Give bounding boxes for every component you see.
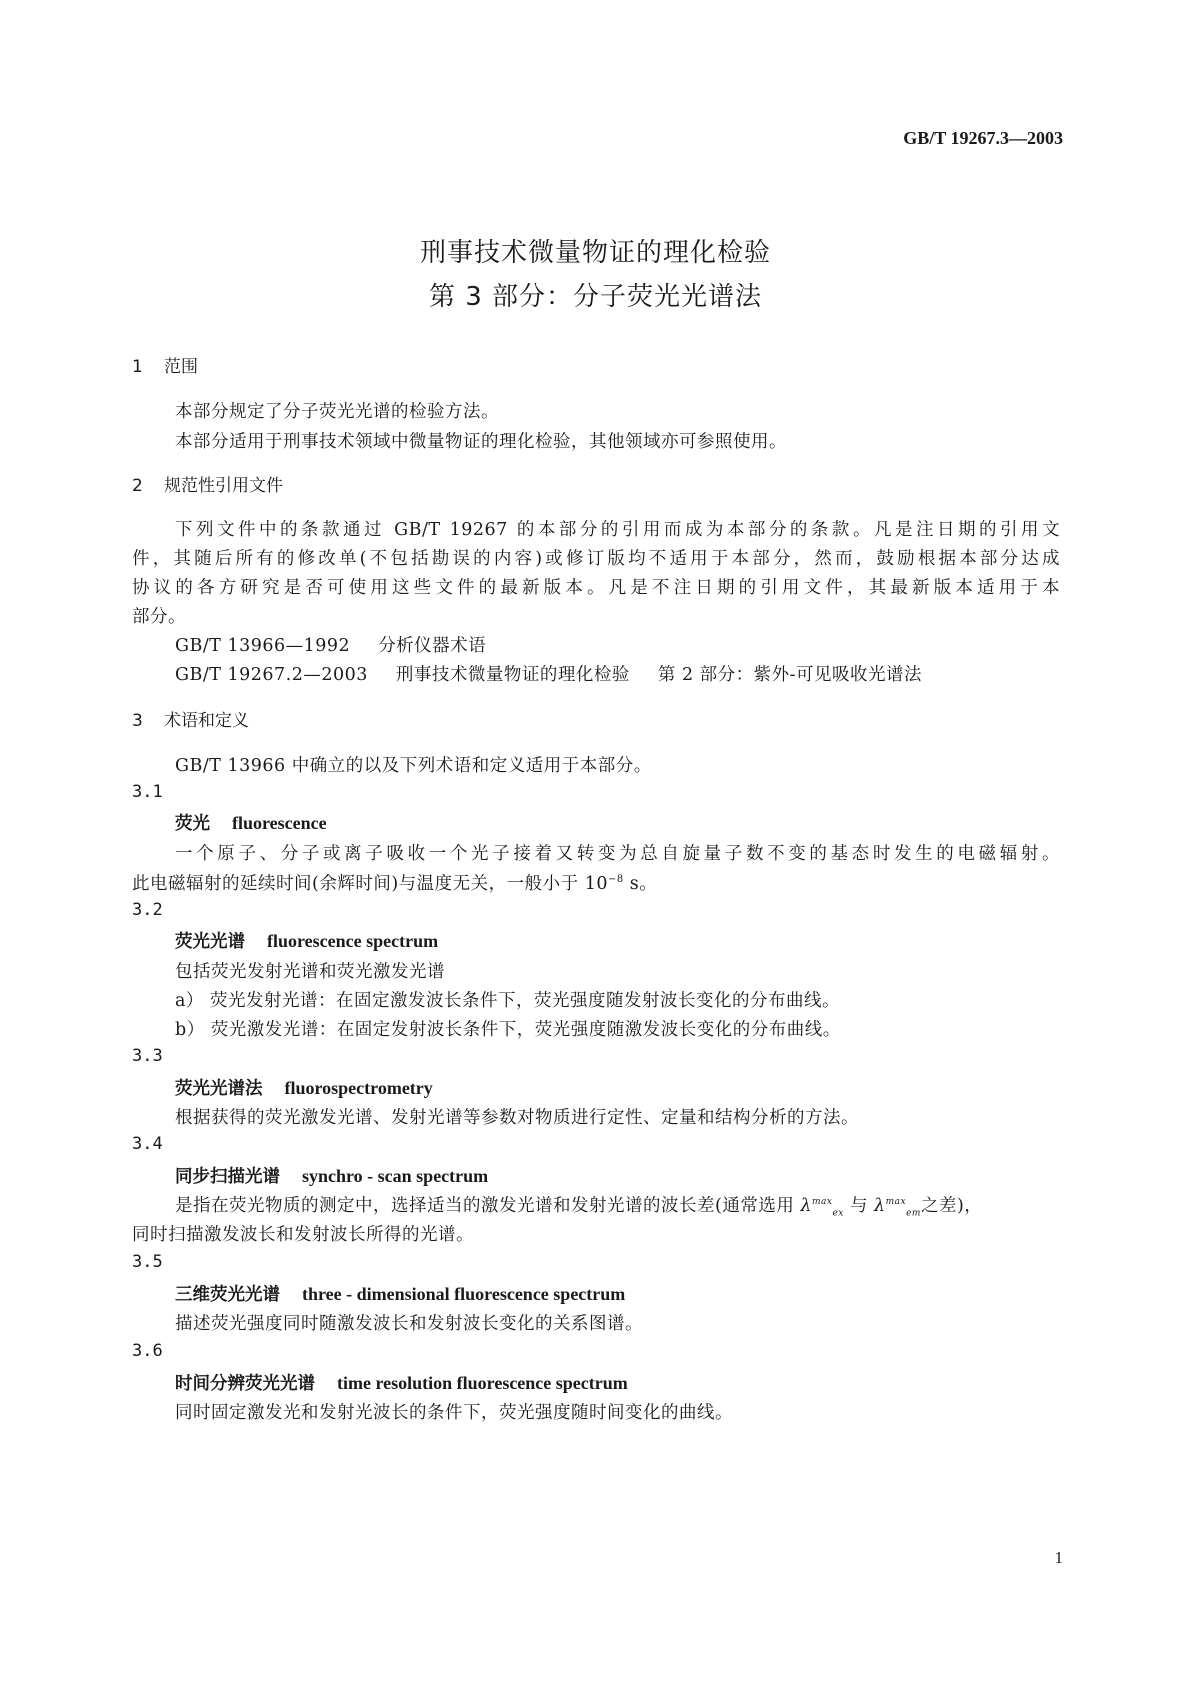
clause-number: 3.2 [132,900,163,920]
term-en: three - dimensional fluorescence spectrum [302,1284,626,1304]
document-subtitle: 第 3 部分：分子荧光光谱法 [428,282,763,312]
term-heading [175,1075,433,1100]
section-2-heading [132,471,283,496]
term-zh: 荧光光谱法 [175,1079,263,1099]
paragraph-line: 部分。 [132,607,186,627]
term-en: fluorescence [232,813,327,833]
lambda-em-max: $\lambda^{max}_{em}$ [874,1196,921,1219]
term-zh: 同步扫描光谱 [175,1167,280,1187]
clause-number: 3.4 [132,1134,163,1154]
section-number: 1 [132,357,143,377]
clause-number: 3.6 [132,1341,163,1361]
document-title: 刑事技术微量物证的理化检验 [419,238,771,268]
reference-code: GB/T 19267.2—2003 [175,665,368,685]
definition-line: 描述荧光强度同时随激发波长和发射波长变化的关系图谱。 [175,1314,643,1334]
paragraph: 本部分适用于刑事技术领域中微量物证的理化检验，其他领域亦可参照使用。 [175,432,787,452]
definition-line: 此电磁辐射的延续时间(余辉时间)与温度无关，一般小于 $10^{-8}$ s。 [132,874,658,894]
definition-line: 一个原子、分子或离子吸收一个光子接着又转变为总自旋量子数不变的基态时发生的电磁辐射。 [175,844,1060,864]
term-heading [175,1163,488,1188]
term-heading [175,928,438,953]
normative-reference-1 [175,632,486,657]
list-item: a） 荧光发射光谱：在固定激发波长条件下，荧光强度随发射波长变化的分布曲线。 [175,991,840,1011]
clause-number: 3.3 [132,1046,163,1066]
page-number: 1 [1054,1548,1063,1567]
section-title: 范围 [164,357,198,377]
standard-code: GB/T 19267.3—2003 [903,128,1063,148]
paragraph-line: 协议的各方研究是否可使用这些文件的最新版本。凡是不注日期的引用文件，其最新版本适用于本 [132,578,1060,598]
normative-reference-2 [175,661,922,686]
definition-line: 是指在荧光物质的测定中，选择适当的激发光谱和发射光谱的波长差(通常选用 $\lambda^{max}_{ex}$ 与 $\lambda^{max}_{em}$之差)， [175,1196,983,1219]
term-heading [175,1281,625,1306]
reference-title: 分析仪器术语 [378,636,487,656]
term-en: fluorospectrometry [284,1078,433,1098]
term-heading [175,1370,628,1395]
section-number: 3 [132,711,143,731]
list-item: b） 荧光激发光谱：在固定发射波长条件下，荧光强度随激发波长变化的分布曲线。 [175,1020,841,1040]
clause-number: 3.5 [132,1252,163,1272]
paragraph: GB/T 13966 中确立的以及下列术语和定义适用于本部分。 [175,756,652,776]
exponent: −8 [607,874,624,886]
definition-line: 根据获得的荧光激发光谱、发射光谱等参数对物质进行定性、定量和结构分析的方法。 [175,1108,859,1128]
definition-line: 包括荧光发射光谱和荧光激发光谱 [175,962,445,982]
reference-code: GB/T 13966—1992 [175,636,351,656]
paragraph-line: 件，其随后所有的修改单(不包括勘误的内容)或修订版均不适用于本部分，然而，鼓励根据本部分达成 [132,549,1060,569]
section-1-heading [132,352,198,377]
section-title: 规范性引用文件 [164,476,283,496]
term-zh: 荧光 [175,814,210,834]
section-title: 术语和定义 [164,711,249,731]
term-en: time resolution fluorescence spectrum [337,1373,628,1393]
section-3-heading [132,706,249,731]
term-zh: 时间分辨荧光光谱 [175,1374,315,1394]
paragraph-line: 下列文件中的条款通过 GB/T 19267 的本部分的引用而成为本部分的条款。凡是注日期的引用文 [175,520,1060,540]
reference-part: 第 2 部分：紫外-可见吸收光谱法 [657,665,923,685]
lambda-ex-max: $\lambda^{max}_{ex}$ [800,1196,844,1219]
term-heading [175,810,327,835]
definition-line: 同时固定激发光和发射光波长的条件下，荧光强度随时间变化的曲线。 [175,1403,733,1423]
reference-title: 刑事技术微量物证的理化检验 [395,665,630,685]
clause-number: 3.1 [132,782,163,802]
term-en: synchro - scan spectrum [302,1166,489,1186]
term-zh: 三维荧光光谱 [175,1285,280,1305]
paragraph: 本部分规定了分子荧光光谱的检验方法。 [175,402,499,422]
section-number: 2 [132,476,143,496]
term-en: fluorescence spectrum [267,931,439,951]
definition-line: 同时扫描激发波长和发射波长所得的光谱。 [132,1225,474,1245]
term-zh: 荧光光谱 [175,932,245,952]
